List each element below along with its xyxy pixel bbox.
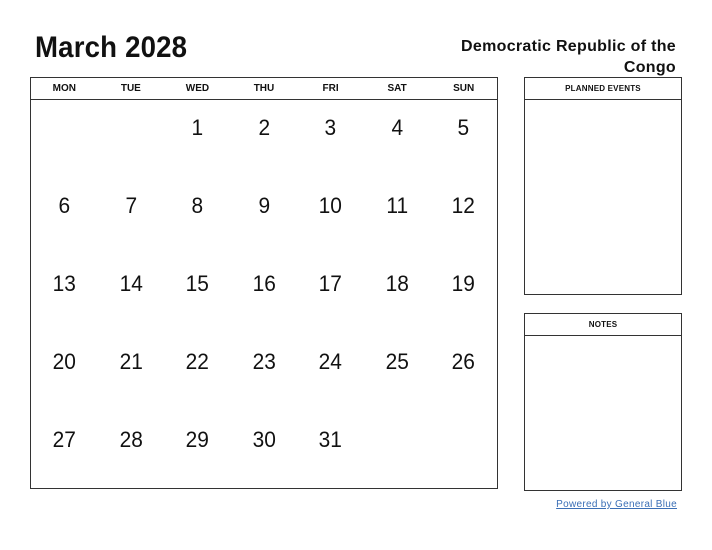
- weekday-label: TUE: [120, 83, 141, 94]
- day-cell: 24: [318, 349, 343, 374]
- weekday-label: FRI: [322, 83, 339, 94]
- planned-events-panel: [524, 77, 682, 295]
- day-cell: 16: [252, 271, 276, 296]
- day-cell: 23: [252, 349, 276, 374]
- day-cell: 9: [258, 193, 270, 218]
- day-cell: 30: [252, 427, 276, 452]
- day-cell: [366, 412, 429, 490]
- weekday-label: THU: [253, 83, 275, 94]
- day-cell: 28: [119, 427, 143, 452]
- day-cell: 10: [318, 193, 343, 218]
- day-cell: 6: [58, 193, 71, 218]
- day-cell: 7: [125, 193, 137, 218]
- day-cell: 21: [119, 349, 143, 374]
- day-cell: 14: [119, 271, 143, 296]
- planned-events-heading: PLANNED EVENTS: [525, 78, 681, 100]
- day-cell: 8: [191, 193, 204, 218]
- day-cell: 31: [318, 427, 343, 452]
- notes-heading: NOTES: [525, 314, 681, 336]
- notes-panel: [524, 313, 682, 491]
- day-cell: 13: [52, 271, 76, 296]
- day-cell: 4: [391, 115, 403, 140]
- day-cell: 1: [191, 115, 204, 140]
- day-cell: 26: [452, 349, 476, 374]
- powered-by-link[interactable]: Powered by General Blue: [556, 499, 677, 510]
- day-cell: 5: [457, 115, 470, 140]
- day-cell: 11: [386, 193, 408, 218]
- day-cell: 17: [318, 271, 343, 296]
- day-cell: 25: [385, 349, 409, 374]
- day-cell: 15: [185, 271, 210, 296]
- day-cell: 20: [52, 349, 76, 374]
- weekday-header-row: [31, 78, 497, 100]
- calendar-title: March 2028: [35, 31, 188, 64]
- weekday-label: SUN: [453, 83, 475, 94]
- month-calendar-grid: [30, 77, 498, 489]
- weekday-label: WED: [185, 83, 210, 94]
- day-cell: 12: [452, 193, 476, 218]
- day-cell: 22: [185, 349, 210, 374]
- day-cell: 27: [52, 427, 76, 452]
- day-cell: [33, 100, 96, 178]
- day-cell: 29: [185, 427, 210, 452]
- day-cell: 2: [258, 115, 270, 140]
- day-cell: [99, 100, 162, 178]
- day-cell: 3: [324, 115, 337, 140]
- day-cell: 18: [385, 271, 409, 296]
- weekday-label: MON: [52, 83, 76, 94]
- day-cell: 19: [452, 271, 476, 296]
- calendar-days: [31, 100, 497, 490]
- country-name: Democratic Republic of the Congo: [461, 38, 676, 76]
- weekday-label: SAT: [387, 83, 407, 94]
- day-cell: [432, 412, 495, 490]
